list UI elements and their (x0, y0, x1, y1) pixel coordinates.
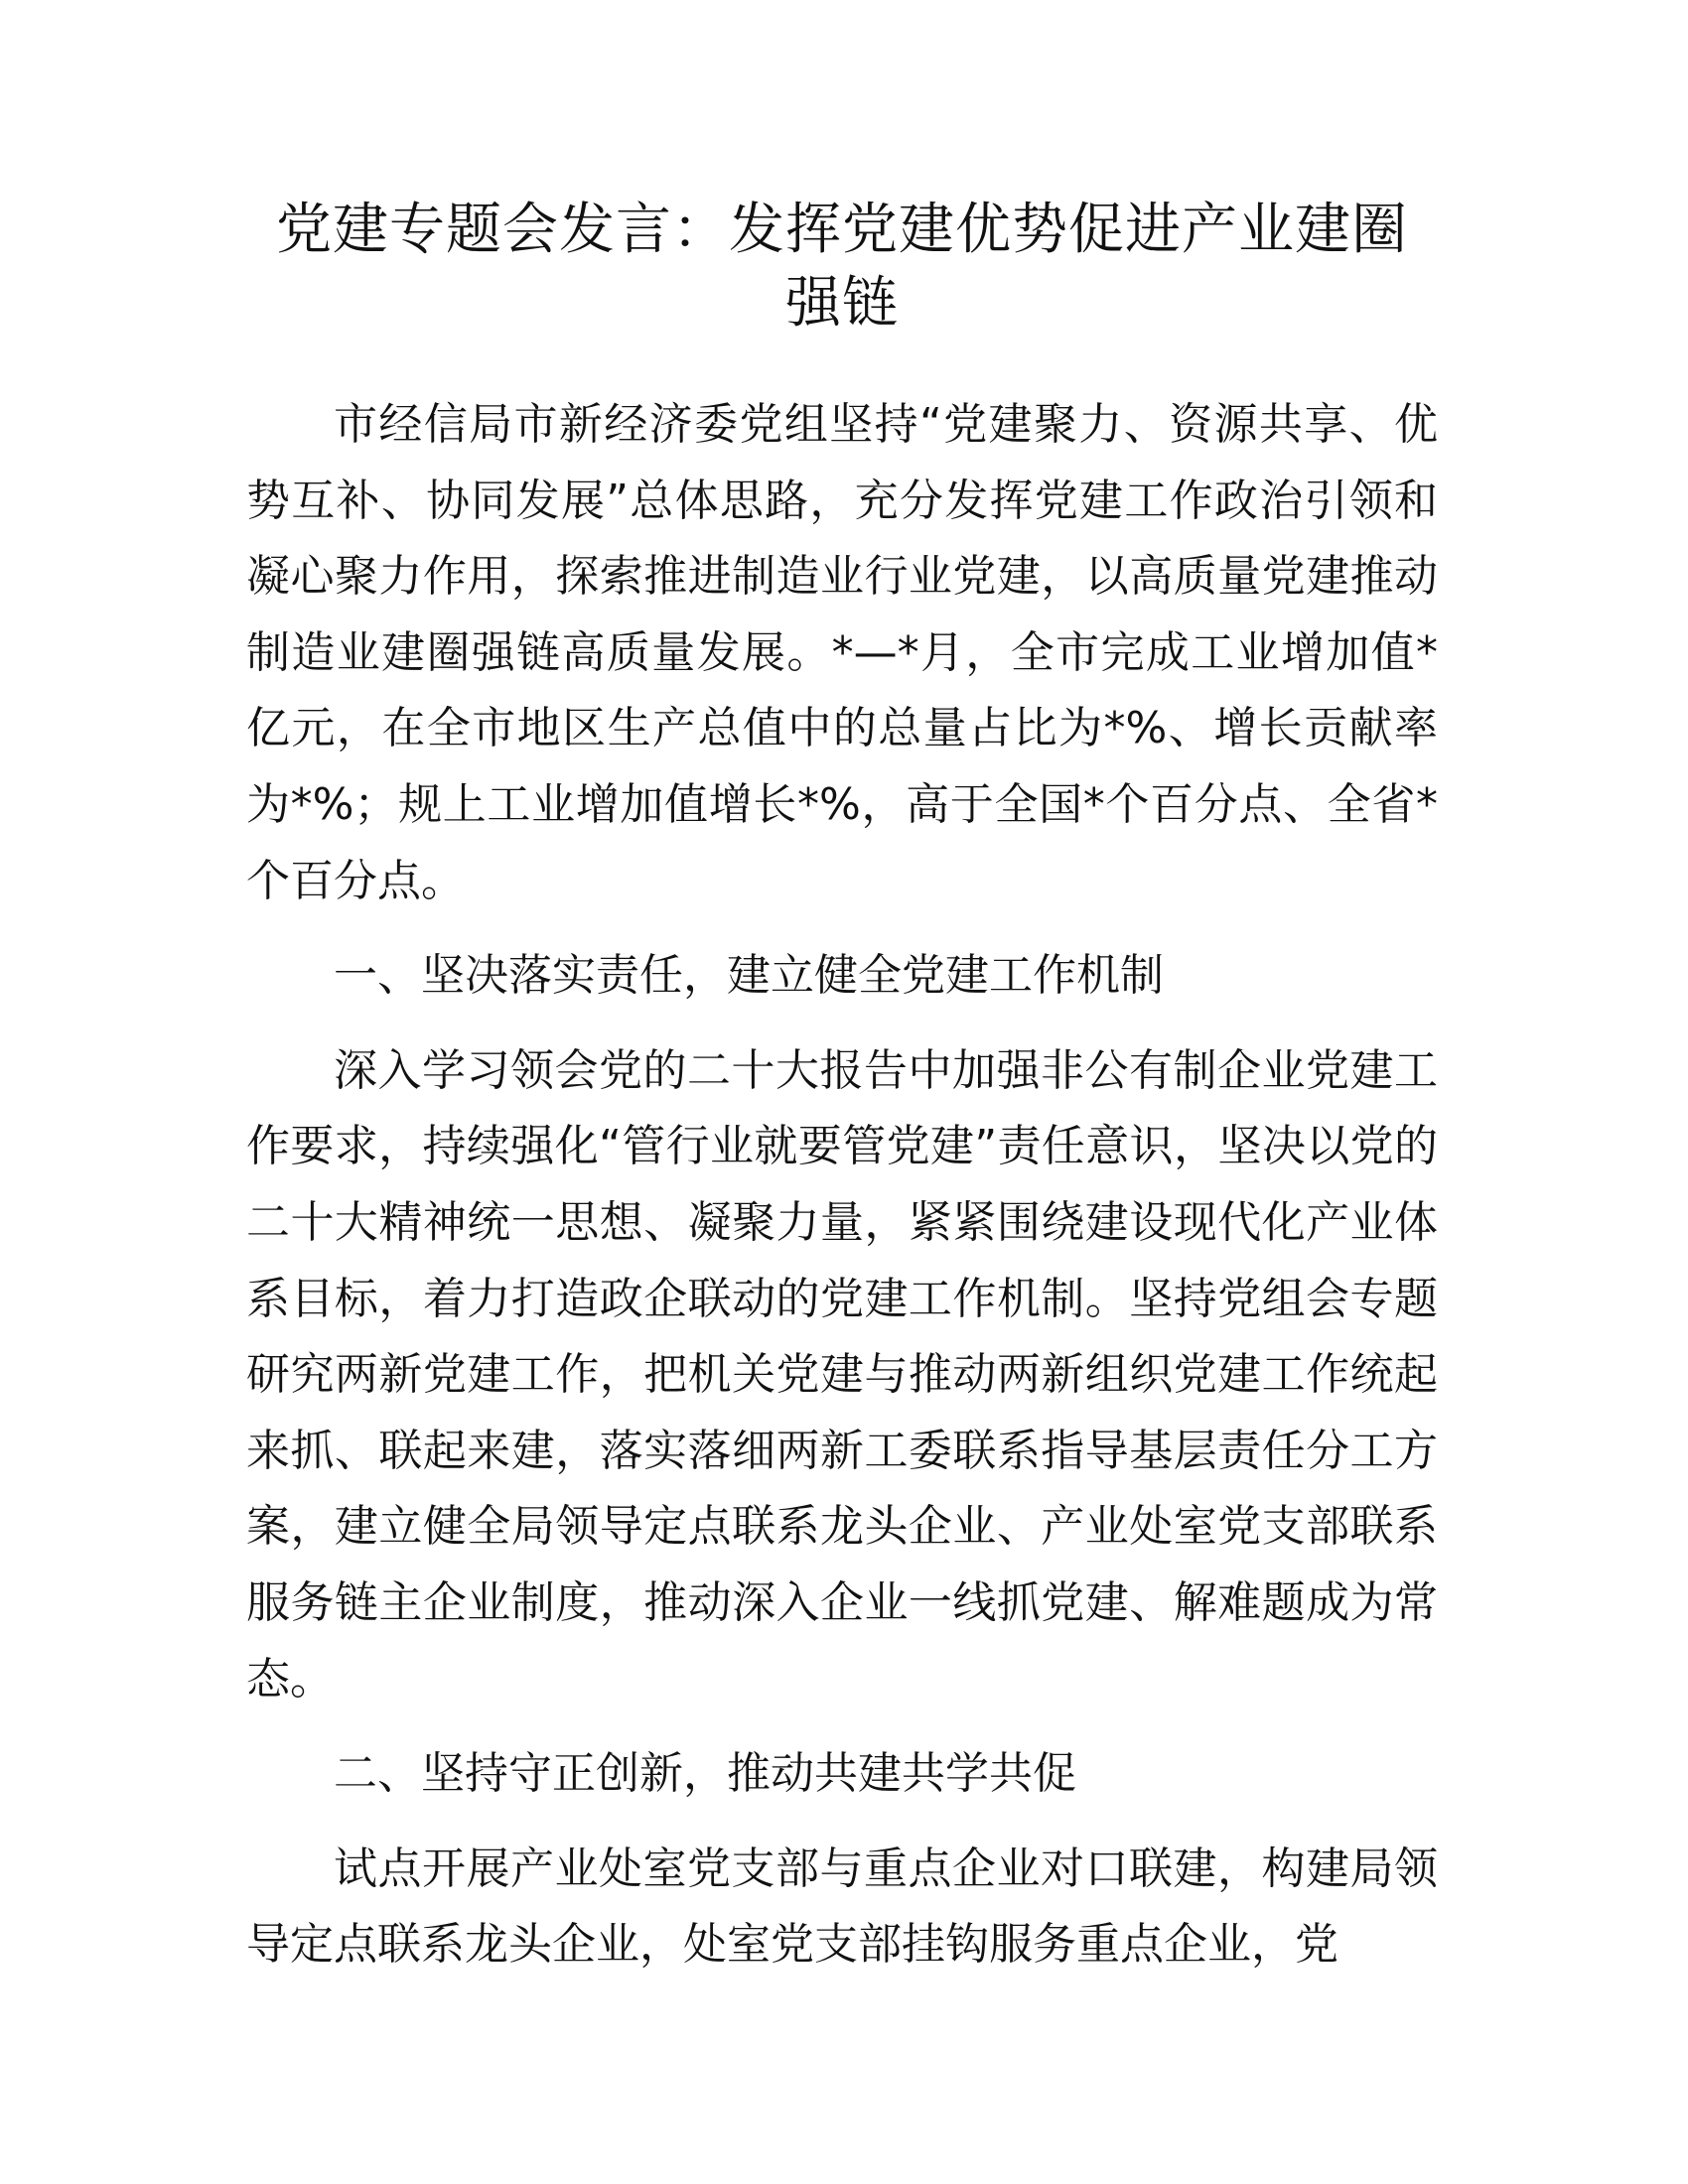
section-heading-2: 二、坚持守正创新，推动共建共学共促 (334, 1748, 1076, 1800)
document-title (246, 194, 1438, 341)
title-line-2: 强链 (785, 271, 899, 336)
paragraph-intro: 市经信局市新经济委党组坚持“党建聚力、资源共享、优势互补、协同发展”总体思路，充分发挥党建工作政治引领和凝心聚力作用，探索推进制造业行业党建，以高质量党建推动制造业建圈强链高质量发展。*—*月，全市完成工业增加值*亿元，在全市地区生产总值中的总量占比为*%、增长贡献率为*%；规上工业增加值增长*%，高于全国*个百分点、全省*个百分点。 (246, 399, 1438, 906)
paragraph-section-1: 深入学习领会党的二十大报告中加强非公有制企业党建工作要求，持续强化“管行业就要管党建”责任意识，坚决以党的二十大精神统一思想、凝聚力量，紧紧围绕建设现代化产业体系目标，着力打造政企联动的党建工作机制。坚持党组会专题研究两新党建工作，把机关党建与推动两新组织党建工作统起来抓、联起来建，落实落细两新工委联系指导基层责任分工方案，建立健全局领导定点联系龙头企业、产业处室党支部联系服务链主企业制度，推动深入企业一线抓党建、解难题成为常态。 (246, 1044, 1438, 1705)
paragraph-section-2: 试点开展产业处室党支部与重点企业对口联建，构建局领导定点联系龙头企业，处室党支部挂钩服务重点企业，党 (246, 1843, 1438, 1971)
section-heading-1: 一、坚决落实责任，建立健全党建工作机制 (334, 950, 1164, 1002)
title-line-1: 党建专题会发言：发挥党建优势促进产业建圈 (276, 198, 1408, 262)
document-page (246, 194, 1438, 1983)
